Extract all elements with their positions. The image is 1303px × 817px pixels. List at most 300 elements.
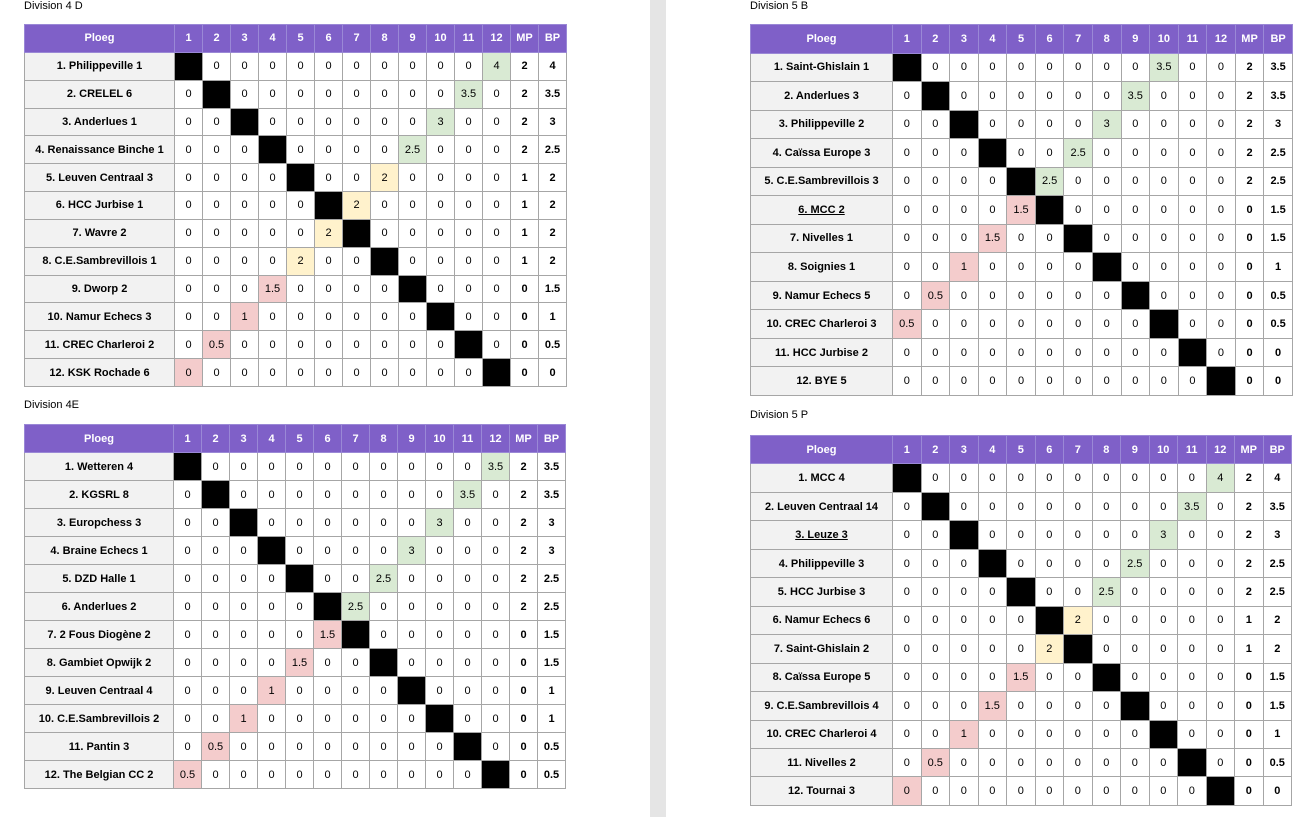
- board-points: 3: [539, 108, 567, 136]
- header-cell: 12: [482, 425, 510, 453]
- score-cell: 0: [426, 733, 454, 761]
- score-cell: 0: [399, 52, 427, 80]
- score-cell: 0: [455, 275, 483, 303]
- header-cell: 7: [1064, 25, 1093, 54]
- score-cell: 0: [203, 136, 231, 164]
- score-cell: 0: [370, 761, 398, 789]
- score-cell: 0: [371, 192, 399, 220]
- score-cell: 0: [1121, 578, 1150, 606]
- team-name-label: 11. HCC Jurbise 2: [775, 346, 868, 359]
- match-points: 1: [1235, 635, 1264, 663]
- score-cell: 0: [343, 247, 371, 275]
- table-row: [751, 310, 1293, 339]
- score-cell: 0: [1035, 663, 1064, 691]
- table-row: [25, 136, 567, 164]
- score-cell: 0: [1007, 635, 1036, 663]
- match-points: 1: [1235, 606, 1264, 634]
- score-cell: 0: [371, 219, 399, 247]
- score-cell: 0: [259, 331, 287, 359]
- score-cell: 0: [893, 196, 922, 225]
- score-cell: 0: [893, 578, 922, 606]
- score-cell: 0: [259, 359, 287, 387]
- header-cell: MP: [1235, 25, 1264, 54]
- score-cell: 0: [1035, 549, 1064, 577]
- header-cell: 10: [1149, 436, 1178, 464]
- score-cell: 0: [174, 565, 202, 593]
- score-cell: 0: [230, 677, 258, 705]
- header-cell: 1: [893, 25, 922, 54]
- score-cell: 0: [482, 649, 510, 677]
- team-name: [751, 663, 893, 691]
- header-cell: 12: [1207, 25, 1236, 54]
- score-cell: 0: [1092, 464, 1121, 492]
- score-cell: 0: [230, 481, 258, 509]
- score-cell: 0: [426, 565, 454, 593]
- score-cell: 0: [286, 621, 314, 649]
- team-name-label: 3. Anderlues 1: [62, 115, 137, 128]
- team-name: [751, 139, 893, 168]
- score-cell: 0: [1035, 492, 1064, 520]
- board-points: 1: [1263, 720, 1292, 748]
- match-points: 2: [510, 481, 538, 509]
- score-cell: 0: [1178, 253, 1207, 282]
- match-points: 0: [1235, 338, 1264, 367]
- diagonal-cell: [921, 82, 950, 111]
- score-cell: 0: [1121, 606, 1150, 634]
- score-cell: 0: [455, 247, 483, 275]
- team-name-label: 5. C.E.Sambrevillois 3: [764, 175, 879, 188]
- table-row: [751, 53, 1293, 82]
- score-cell: 0: [315, 331, 343, 359]
- score-cell: 0: [175, 192, 203, 220]
- score-cell: 0: [426, 621, 454, 649]
- table-row: [25, 359, 567, 387]
- diagonal-cell: [1206, 777, 1235, 805]
- score-cell: 0: [483, 192, 511, 220]
- board-points: 0.5: [1263, 748, 1292, 776]
- team-name: [25, 331, 175, 359]
- board-points: 0.5: [538, 761, 566, 789]
- score-cell: 2.5: [399, 136, 427, 164]
- score-cell: 0: [921, 777, 950, 805]
- score-cell: 0: [454, 565, 482, 593]
- score-cell: 0: [921, 367, 950, 396]
- score-cell: 0: [370, 733, 398, 761]
- score-cell: 0: [342, 565, 370, 593]
- score-cell: 0: [1092, 310, 1121, 339]
- score-cell: 0: [203, 108, 231, 136]
- board-points: 2.5: [1264, 139, 1293, 168]
- score-cell: 0: [342, 453, 370, 481]
- score-cell: 0: [1007, 82, 1036, 111]
- team-name-label: 11. Nivelles 2: [787, 756, 856, 769]
- score-cell: 0: [1121, 367, 1150, 396]
- match-points: 0: [1235, 196, 1264, 225]
- score-cell: 0: [1178, 663, 1207, 691]
- score-cell: 3: [1149, 521, 1178, 549]
- header-cell: MP: [510, 425, 538, 453]
- diagonal-cell: [1092, 663, 1121, 691]
- team-name: [751, 692, 893, 720]
- score-cell: 0: [482, 677, 510, 705]
- score-cell: 0: [483, 219, 511, 247]
- board-points: 3.5: [1263, 492, 1292, 520]
- team-name-label: 9. C.E.Sambrevillois 4: [764, 699, 879, 712]
- score-cell: 0: [950, 139, 979, 168]
- score-cell: 0: [202, 761, 230, 789]
- table-row: [751, 139, 1293, 168]
- score-cell: 3.5: [482, 453, 510, 481]
- match-points: 2: [510, 453, 538, 481]
- table-row: [751, 110, 1293, 139]
- score-cell: 0: [921, 338, 950, 367]
- score-cell: 0: [259, 192, 287, 220]
- score-cell: 1.5: [978, 224, 1007, 253]
- board-points: 3: [538, 537, 566, 565]
- table-row: [751, 549, 1292, 577]
- score-cell: 0: [1092, 549, 1121, 577]
- team-name: [25, 136, 175, 164]
- score-cell: 0: [1035, 310, 1064, 339]
- standings-table: [750, 435, 1292, 806]
- score-cell: 1: [258, 677, 286, 705]
- table-row: [751, 777, 1292, 805]
- score-cell: 0: [1150, 224, 1179, 253]
- score-cell: 0: [1092, 82, 1121, 111]
- board-points: 0.5: [1264, 310, 1293, 339]
- diagonal-cell: [893, 464, 922, 492]
- score-cell: 0: [259, 80, 287, 108]
- score-cell: 0: [978, 663, 1007, 691]
- score-cell: 0: [399, 303, 427, 331]
- score-cell: 0: [314, 481, 342, 509]
- score-cell: 0: [950, 367, 979, 396]
- score-cell: 0: [950, 663, 979, 691]
- diagonal-cell: [231, 108, 259, 136]
- score-cell: 2: [1064, 606, 1093, 634]
- header-cell: 4: [258, 425, 286, 453]
- score-cell: 0: [314, 649, 342, 677]
- score-cell: 0: [174, 481, 202, 509]
- header-team: Ploeg: [25, 25, 175, 53]
- score-cell: 0: [1150, 196, 1179, 225]
- score-cell: 0: [231, 136, 259, 164]
- header-cell: 8: [371, 25, 399, 53]
- score-cell: 0: [1206, 748, 1235, 776]
- match-points: 2: [510, 509, 538, 537]
- score-cell: 0: [1149, 635, 1178, 663]
- match-points: 1: [511, 247, 539, 275]
- score-cell: 0: [343, 303, 371, 331]
- score-cell: 0: [1178, 82, 1207, 111]
- division-title: Division 4 D: [24, 0, 83, 12]
- score-cell: 2.5: [1035, 167, 1064, 196]
- score-cell: 0: [1207, 196, 1236, 225]
- diagonal-cell: [427, 303, 455, 331]
- table-row: [25, 677, 566, 705]
- table-row: [751, 720, 1292, 748]
- score-cell: 0: [921, 196, 950, 225]
- team-name-label: 7. 2 Fous Diogène 2: [47, 628, 151, 641]
- score-cell: 0: [1064, 110, 1093, 139]
- match-points: 0: [1235, 310, 1264, 339]
- diagonal-cell: [950, 110, 979, 139]
- score-cell: 0: [950, 464, 979, 492]
- score-cell: 0: [482, 705, 510, 733]
- score-cell: 0: [1206, 635, 1235, 663]
- table-row: [751, 578, 1292, 606]
- score-cell: 0: [258, 733, 286, 761]
- score-cell: 0: [1092, 748, 1121, 776]
- score-cell: 0: [1121, 167, 1150, 196]
- score-cell: 0: [893, 338, 922, 367]
- header-cell: 10: [427, 25, 455, 53]
- score-cell: 0: [1064, 748, 1093, 776]
- team-name-label: 2. Anderlues 3: [784, 89, 859, 102]
- score-cell: 0: [978, 338, 1007, 367]
- table-row: [751, 167, 1293, 196]
- team-name-label: 3. Europchess 3: [56, 516, 142, 529]
- score-cell: 0: [315, 164, 343, 192]
- score-cell: 0: [1178, 224, 1207, 253]
- score-cell: 0: [427, 80, 455, 108]
- board-points: 4: [1263, 464, 1292, 492]
- score-cell: 0.5: [921, 748, 950, 776]
- team-name-label: 1. MCC 4: [798, 472, 845, 485]
- score-cell: 0: [202, 677, 230, 705]
- diagonal-cell: [1035, 606, 1064, 634]
- team-name-label: 4. Philippeville 3: [778, 557, 865, 570]
- score-cell: 0: [370, 621, 398, 649]
- score-cell: 0: [1007, 338, 1036, 367]
- team-name: [25, 303, 175, 331]
- score-cell: 0: [1121, 663, 1150, 691]
- score-cell: 0: [978, 53, 1007, 82]
- match-points: 2: [511, 136, 539, 164]
- header-cell: 9: [399, 25, 427, 53]
- diagonal-cell: [483, 359, 511, 387]
- score-cell: 2: [1035, 635, 1064, 663]
- standings-table: [24, 424, 566, 789]
- score-cell: 0.5: [203, 331, 231, 359]
- score-cell: 0: [1121, 492, 1150, 520]
- score-cell: 0: [371, 80, 399, 108]
- diagonal-cell: [1092, 253, 1121, 282]
- header-cell: 6: [314, 425, 342, 453]
- score-cell: 0: [921, 635, 950, 663]
- score-cell: 0: [174, 593, 202, 621]
- table-row: [751, 492, 1292, 520]
- team-name-label: 1. Philippeville 1: [56, 60, 143, 73]
- score-cell: 0: [286, 761, 314, 789]
- board-points: 3.5: [1264, 53, 1293, 82]
- division-title: Division 5 P: [750, 409, 809, 421]
- score-cell: 0: [454, 761, 482, 789]
- header-cell: 2: [921, 436, 950, 464]
- team-name: [751, 167, 893, 196]
- match-points: 2: [1235, 464, 1264, 492]
- score-cell: 0: [921, 310, 950, 339]
- match-points: 1: [511, 219, 539, 247]
- team-name: [25, 677, 174, 705]
- table-row: [751, 692, 1292, 720]
- score-cell: 0: [978, 196, 1007, 225]
- score-cell: 1: [950, 720, 979, 748]
- score-cell: 0: [287, 52, 315, 80]
- board-points: 0.5: [538, 733, 566, 761]
- score-cell: 0: [1121, 139, 1150, 168]
- score-cell: 1.5: [286, 649, 314, 677]
- score-cell: 0: [1007, 549, 1036, 577]
- board-points: 1: [1264, 253, 1293, 282]
- score-cell: 0: [1150, 110, 1179, 139]
- score-cell: 0: [978, 492, 1007, 520]
- score-cell: 0: [1121, 464, 1150, 492]
- match-points: 2: [1235, 110, 1264, 139]
- score-cell: 0: [426, 593, 454, 621]
- board-points: 2.5: [1264, 167, 1293, 196]
- table-row: [25, 52, 567, 80]
- score-cell: 1.5: [1007, 663, 1036, 691]
- score-cell: 0: [343, 359, 371, 387]
- score-cell: 0: [343, 164, 371, 192]
- score-cell: 0: [1007, 692, 1036, 720]
- division-title: Division 5 B: [750, 0, 809, 12]
- table-row: [751, 464, 1292, 492]
- board-points: 1: [538, 705, 566, 733]
- score-cell: 0: [893, 492, 922, 520]
- score-cell: 0: [370, 481, 398, 509]
- score-cell: 0: [1007, 464, 1036, 492]
- team-name-label: 5. Leuven Centraal 3: [46, 171, 153, 184]
- score-cell: 0: [286, 705, 314, 733]
- score-cell: 0: [175, 247, 203, 275]
- score-cell: 0: [893, 224, 922, 253]
- score-cell: 0: [1064, 578, 1093, 606]
- team-name: [751, 720, 893, 748]
- score-cell: 0: [258, 761, 286, 789]
- header-team: Ploeg: [751, 25, 893, 54]
- match-points: 0: [1235, 692, 1264, 720]
- score-cell: 0: [1121, 224, 1150, 253]
- score-cell: 0: [893, 139, 922, 168]
- team-name-label: 9. Dworp 2: [71, 283, 128, 296]
- score-cell: 0: [1007, 748, 1036, 776]
- table-row: [25, 481, 566, 509]
- team-name-label: 6. Anderlues 2: [61, 600, 137, 613]
- match-points: 0: [511, 331, 539, 359]
- score-cell: 0: [1064, 777, 1093, 805]
- score-cell: 0: [287, 331, 315, 359]
- team-name: [25, 733, 174, 761]
- score-cell: 0: [258, 621, 286, 649]
- score-cell: 0: [287, 136, 315, 164]
- diagonal-cell: [342, 621, 370, 649]
- score-cell: 0: [230, 593, 258, 621]
- match-points: 0: [1235, 720, 1264, 748]
- score-cell: 0: [1206, 549, 1235, 577]
- diagonal-cell: [398, 677, 426, 705]
- score-cell: 0: [1092, 777, 1121, 805]
- score-cell: 0: [398, 481, 426, 509]
- score-cell: 0: [426, 761, 454, 789]
- diagonal-cell: [174, 453, 202, 481]
- team-name-label: 7. Wavre 2: [72, 227, 127, 240]
- board-points: 2: [1263, 606, 1292, 634]
- team-name: [751, 196, 893, 225]
- header-cell: MP: [511, 25, 539, 53]
- score-cell: 0: [1007, 367, 1036, 396]
- score-cell: 0: [315, 247, 343, 275]
- table-row: [751, 663, 1292, 691]
- team-name: [751, 224, 893, 253]
- score-cell: 0: [455, 219, 483, 247]
- score-cell: 0: [950, 492, 979, 520]
- score-cell: 0: [426, 481, 454, 509]
- match-points: 2: [511, 52, 539, 80]
- score-cell: 0: [1035, 224, 1064, 253]
- score-cell: 0: [921, 692, 950, 720]
- team-name: [751, 281, 893, 310]
- score-cell: 0: [1092, 720, 1121, 748]
- table-row: [25, 108, 567, 136]
- score-cell: 0: [426, 649, 454, 677]
- score-cell: 0: [950, 82, 979, 111]
- division-title: Division 4E: [24, 399, 80, 411]
- header-team: Ploeg: [25, 425, 174, 453]
- score-cell: 0: [1150, 338, 1179, 367]
- team-name-label: 12. Tournai 3: [787, 785, 856, 798]
- header-cell: 1: [175, 25, 203, 53]
- score-cell: 0: [1092, 635, 1121, 663]
- score-cell: 0: [287, 192, 315, 220]
- score-cell: 0: [426, 453, 454, 481]
- match-points: 0: [510, 677, 538, 705]
- table-header-row: [751, 436, 1292, 464]
- team-name-label: 5. DZD Halle 1: [62, 572, 136, 585]
- score-cell: 0: [1007, 253, 1036, 282]
- score-cell: 0: [1178, 578, 1207, 606]
- diagonal-cell: [1149, 720, 1178, 748]
- diagonal-cell: [893, 53, 922, 82]
- score-cell: 2: [315, 219, 343, 247]
- match-points: 0: [1235, 224, 1264, 253]
- score-cell: 0: [1121, 748, 1150, 776]
- score-cell: 0: [202, 537, 230, 565]
- score-cell: 0: [258, 565, 286, 593]
- score-cell: 0: [202, 621, 230, 649]
- board-points: 1.5: [1263, 663, 1292, 691]
- team-name-label: 10. CREC Charleroi 4: [766, 728, 877, 741]
- score-cell: 0: [483, 331, 511, 359]
- score-cell: 0: [950, 281, 979, 310]
- score-cell: 0: [1178, 606, 1207, 634]
- diagonal-cell: [371, 247, 399, 275]
- score-cell: 0: [1178, 53, 1207, 82]
- score-cell: 0: [1121, 110, 1150, 139]
- score-cell: 0: [921, 167, 950, 196]
- score-cell: 0: [893, 720, 922, 748]
- score-cell: 0: [175, 275, 203, 303]
- match-points: 2: [510, 537, 538, 565]
- score-cell: 0: [399, 247, 427, 275]
- score-cell: 0: [1092, 281, 1121, 310]
- score-cell: 0: [1064, 720, 1093, 748]
- diagonal-cell: [315, 192, 343, 220]
- score-cell: 0: [427, 275, 455, 303]
- score-cell: 0: [978, 748, 1007, 776]
- team-name: [25, 649, 174, 677]
